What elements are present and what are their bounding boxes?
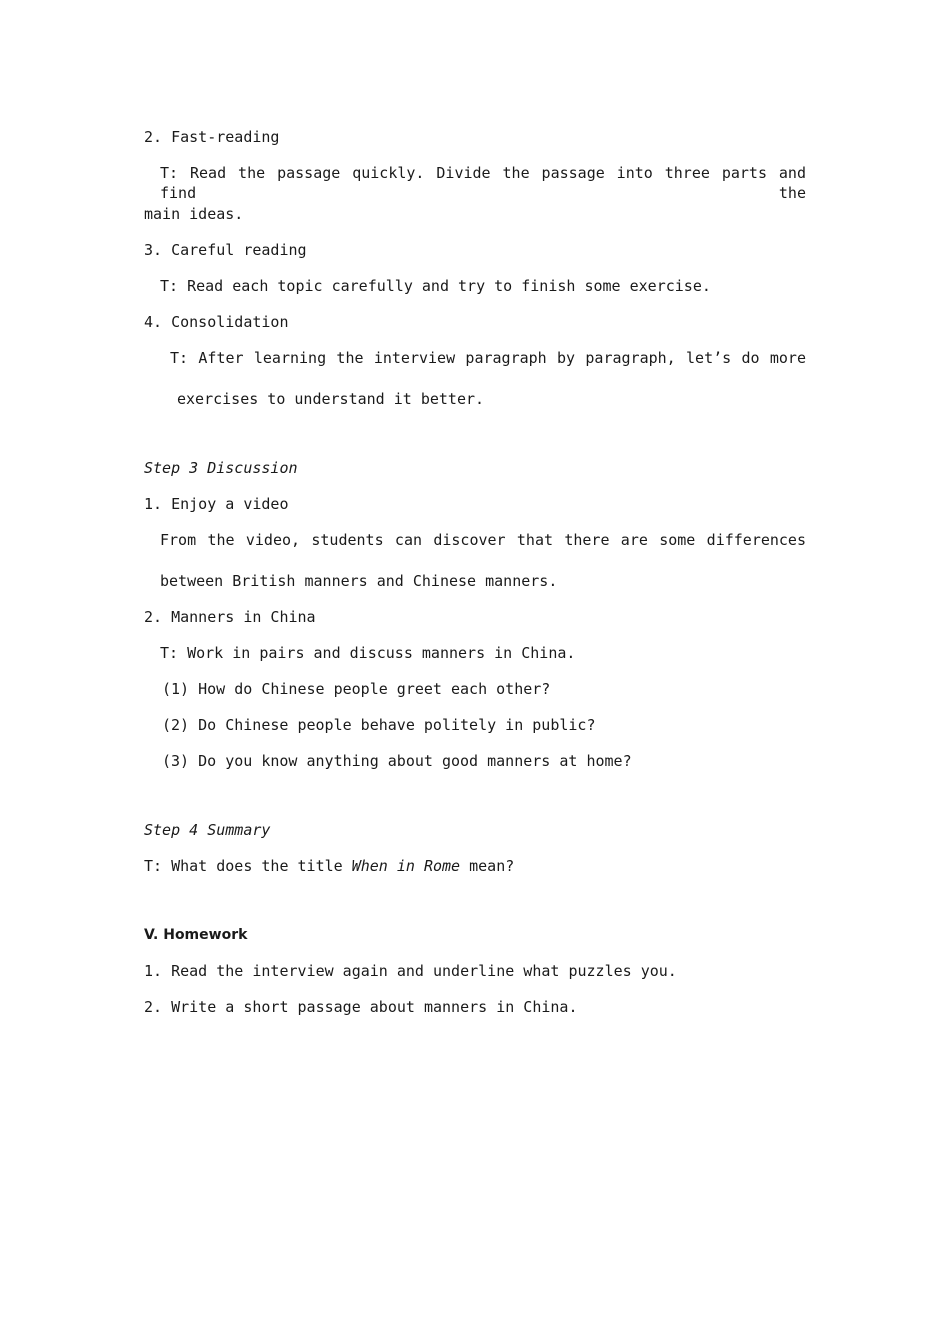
summary-question-title: When in Rome	[351, 857, 461, 875]
enjoy-video-text-line2: between British manners and Chinese manners.	[160, 572, 558, 590]
homework-item: 2. Write a short passage about manners in China.	[144, 998, 578, 1016]
step3-heading: Step 3 Discussion	[144, 459, 298, 477]
manners-china-instruction: T: Work in pairs and discuss manners in China.	[160, 644, 576, 662]
enjoy-video-text-line1: From the video, students can discover that there are some differences	[160, 531, 806, 549]
question-item: (2) Do Chinese people behave politely in public?	[162, 716, 596, 734]
consolidation-instruction-line1: T: After learning the interview paragraph by paragraph, let’s do more	[170, 349, 806, 367]
consolidation-instruction-line2: exercises to understand it better.	[177, 390, 485, 408]
summary-question-before: T: What does the title	[144, 857, 352, 875]
fast-reading-heading: 2. Fast-reading	[144, 128, 280, 146]
careful-reading-instruction: T: Read each topic carefully and try to finish some exercise.	[160, 277, 711, 295]
question-item: (3) Do you know anything about good manners at home?	[162, 752, 632, 770]
consolidation-heading: 4. Consolidation	[144, 313, 289, 331]
enjoy-video-heading: 1. Enjoy a video	[144, 495, 289, 513]
fast-reading-instruction-line2: main ideas.	[144, 205, 244, 223]
question-item: (1) How do Chinese people greet each other?	[162, 680, 551, 698]
step4-heading: Step 4 Summary	[144, 821, 271, 839]
careful-reading-heading: 3. Careful reading	[144, 241, 307, 259]
manners-china-heading: 2. Manners in China	[144, 608, 316, 626]
fast-reading-instruction-line1: T: Read the passage quickly. Divide the passage into three parts and find the	[160, 164, 806, 202]
homework-heading: V. Homework	[144, 927, 248, 943]
homework-item: 1. Read the interview again and underline what puzzles you.	[144, 962, 677, 980]
summary-question-after: mean?	[460, 857, 515, 875]
summary-question	[144, 856, 514, 876]
